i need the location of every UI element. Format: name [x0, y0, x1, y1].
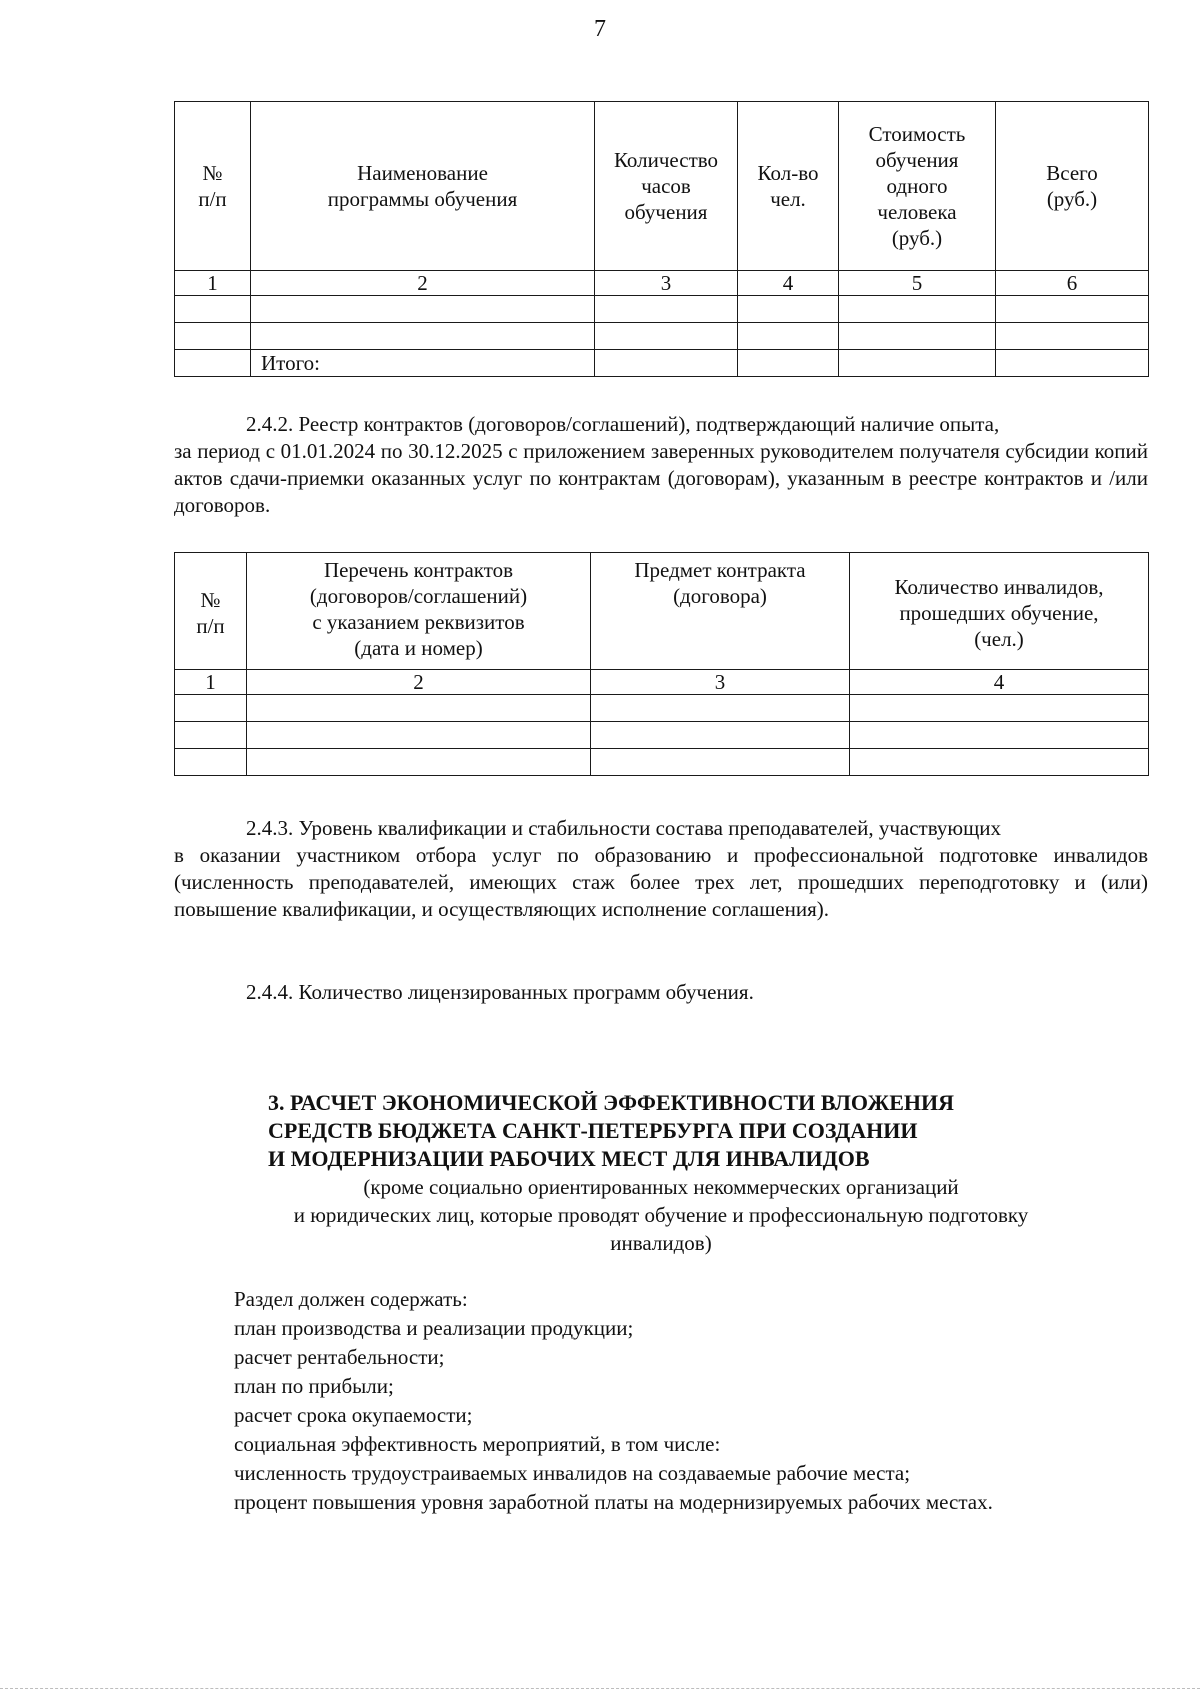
- column-number: 5: [839, 271, 996, 296]
- table-cell: [591, 695, 850, 722]
- table-cell: [247, 695, 591, 722]
- col-header-number: № п/п: [175, 553, 247, 670]
- table-cell: [591, 749, 850, 776]
- section-subtitle-line: инвалидов): [610, 1231, 712, 1255]
- column-number: 1: [175, 670, 247, 695]
- column-number: 3: [591, 670, 850, 695]
- col-header-total: Всего (руб.): [996, 102, 1149, 271]
- column-number: 4: [738, 271, 839, 296]
- list-item: расчет срока окупаемости;: [234, 1403, 473, 1427]
- column-number: 4: [850, 670, 1149, 695]
- table-row: [175, 749, 1149, 776]
- column-number: 2: [251, 271, 595, 296]
- list-item: процент повышения уровня заработной платы на модернизируемых рабочих местах.: [234, 1490, 993, 1514]
- table-cell: [175, 350, 251, 377]
- section-title-line: СРЕДСТВ БЮДЖЕТА САНКТ-ПЕТЕРБУРГА ПРИ СОЗДАНИИ: [268, 1118, 918, 1143]
- column-number: 6: [996, 271, 1149, 296]
- paragraph-first-line: 2.4.3. Уровень квалификации и стабильности состава преподавателей, участвующих: [246, 816, 1002, 840]
- table-row: [175, 296, 1149, 323]
- col-header-hours: Количество часов обучения: [595, 102, 738, 271]
- table-cell: [738, 350, 839, 377]
- section-requirements-list: [234, 1285, 993, 1517]
- contracts-registry-table: [174, 552, 1149, 776]
- list-item: Раздел должен содержать:: [234, 1287, 468, 1311]
- table-cell: [247, 722, 591, 749]
- table-cell: [175, 722, 247, 749]
- table-row: [175, 695, 1149, 722]
- col-header-contracts-list: Перечень контрактов (договоров/соглашений) с указанием реквизитов (дата и номер): [247, 553, 591, 670]
- table-cell: [247, 749, 591, 776]
- paragraph-body: в оказании участником отбора услуг по образованию и профессиональной подготовке инвалидов (численность преподавателей, имеющих стаж более трех лет, прошедших переподготовку и (или) повышение квалификации, и осуществляющих исполнение соглашения).: [174, 843, 1148, 921]
- list-item: план по прибыли;: [234, 1374, 394, 1398]
- table-row: [175, 323, 1149, 350]
- list-item: расчет рентабельности;: [234, 1345, 445, 1369]
- table-cell: [850, 749, 1149, 776]
- section-subtitle-line: (кроме социально ориентированных некоммерческих организаций: [363, 1175, 959, 1199]
- page-number: 7: [594, 16, 606, 42]
- col-header-people-count: Кол-во чел.: [738, 102, 839, 271]
- table-cell: [738, 296, 839, 323]
- total-row: [175, 350, 1149, 377]
- paragraph-2-4-2: [174, 411, 1148, 519]
- column-number: 2: [247, 670, 591, 695]
- table-cell: [839, 323, 996, 350]
- column-number: 3: [595, 271, 738, 296]
- table-cell: [175, 323, 251, 350]
- table-cell: [996, 350, 1149, 377]
- table-header-row: [175, 553, 1149, 670]
- section-title-line: 3. РАСЧЕТ ЭКОНОМИЧЕСКОЙ ЭФФЕКТИВНОСТИ ВЛОЖЕНИЯ: [268, 1090, 955, 1115]
- table-cell: [595, 323, 738, 350]
- table-cell: [595, 350, 738, 377]
- table-cell: [175, 749, 247, 776]
- column-number: 1: [175, 271, 251, 296]
- paragraph-first-line: 2.4.2. Реестр контрактов (договоров/соглашений), подтверждающий наличие опыта,: [246, 412, 1000, 436]
- col-header-cost-per-person: Стоимость обучения одного человека (руб.): [839, 102, 996, 271]
- table-cell: [175, 695, 247, 722]
- section-subtitle-line: и юридических лиц, которые проводят обучение и профессиональную подготовку: [293, 1203, 1029, 1227]
- column-number-row: [175, 271, 1149, 296]
- table-cell: [839, 350, 996, 377]
- table-cell: [591, 722, 850, 749]
- list-item: численность трудоустраиваемых инвалидов на создаваемые рабочие места;: [234, 1461, 911, 1485]
- training-programs-table: [174, 101, 1149, 377]
- table-row: [175, 722, 1149, 749]
- list-item: план производства и реализации продукции;: [234, 1316, 634, 1340]
- table-cell: [996, 296, 1149, 323]
- total-label: Итого:: [251, 350, 595, 377]
- table-cell: [738, 323, 839, 350]
- col-header-number: № п/п: [175, 102, 251, 271]
- table-header-row: [175, 102, 1149, 271]
- table-cell: [175, 296, 251, 323]
- table-cell: [996, 323, 1149, 350]
- section-subtitle: [174, 1173, 1148, 1257]
- table-cell: [850, 722, 1149, 749]
- table-cell: [839, 296, 996, 323]
- section-title-line: И МОДЕРНИЗАЦИИ РАБОЧИХ МЕСТ ДЛЯ ИНВАЛИДОВ: [268, 1146, 870, 1171]
- table-cell: [595, 296, 738, 323]
- paragraph-text: 2.4.4. Количество лицензированных программ обучения.: [246, 980, 754, 1004]
- section-title: [268, 1089, 954, 1173]
- col-header-program-name: Наименование программы обучения: [251, 102, 595, 271]
- paragraph-body: за период с 01.01.2024 по 30.12.2025 с приложением заверенных руководителем получателя субсидии копий актов сдачи-приемки оказанных услуг по контрактам (договорам), указанным в реестре контрактов и /или договоров.: [174, 439, 1148, 517]
- paragraph-2-4-3: [174, 815, 1148, 923]
- page-bottom-rule: [0, 1688, 1200, 1689]
- list-item: социальная эффективность мероприятий, в том числе:: [234, 1432, 721, 1456]
- col-header-disabled-trained: Количество инвалидов, прошедших обучение, (чел.): [850, 553, 1149, 670]
- table-cell: [251, 323, 595, 350]
- col-header-contract-subject: Предмет контракта (договора): [591, 553, 850, 670]
- paragraph-2-4-4: [174, 979, 1148, 1006]
- table-cell: [251, 296, 595, 323]
- column-number-row: [175, 670, 1149, 695]
- table-cell: [850, 695, 1149, 722]
